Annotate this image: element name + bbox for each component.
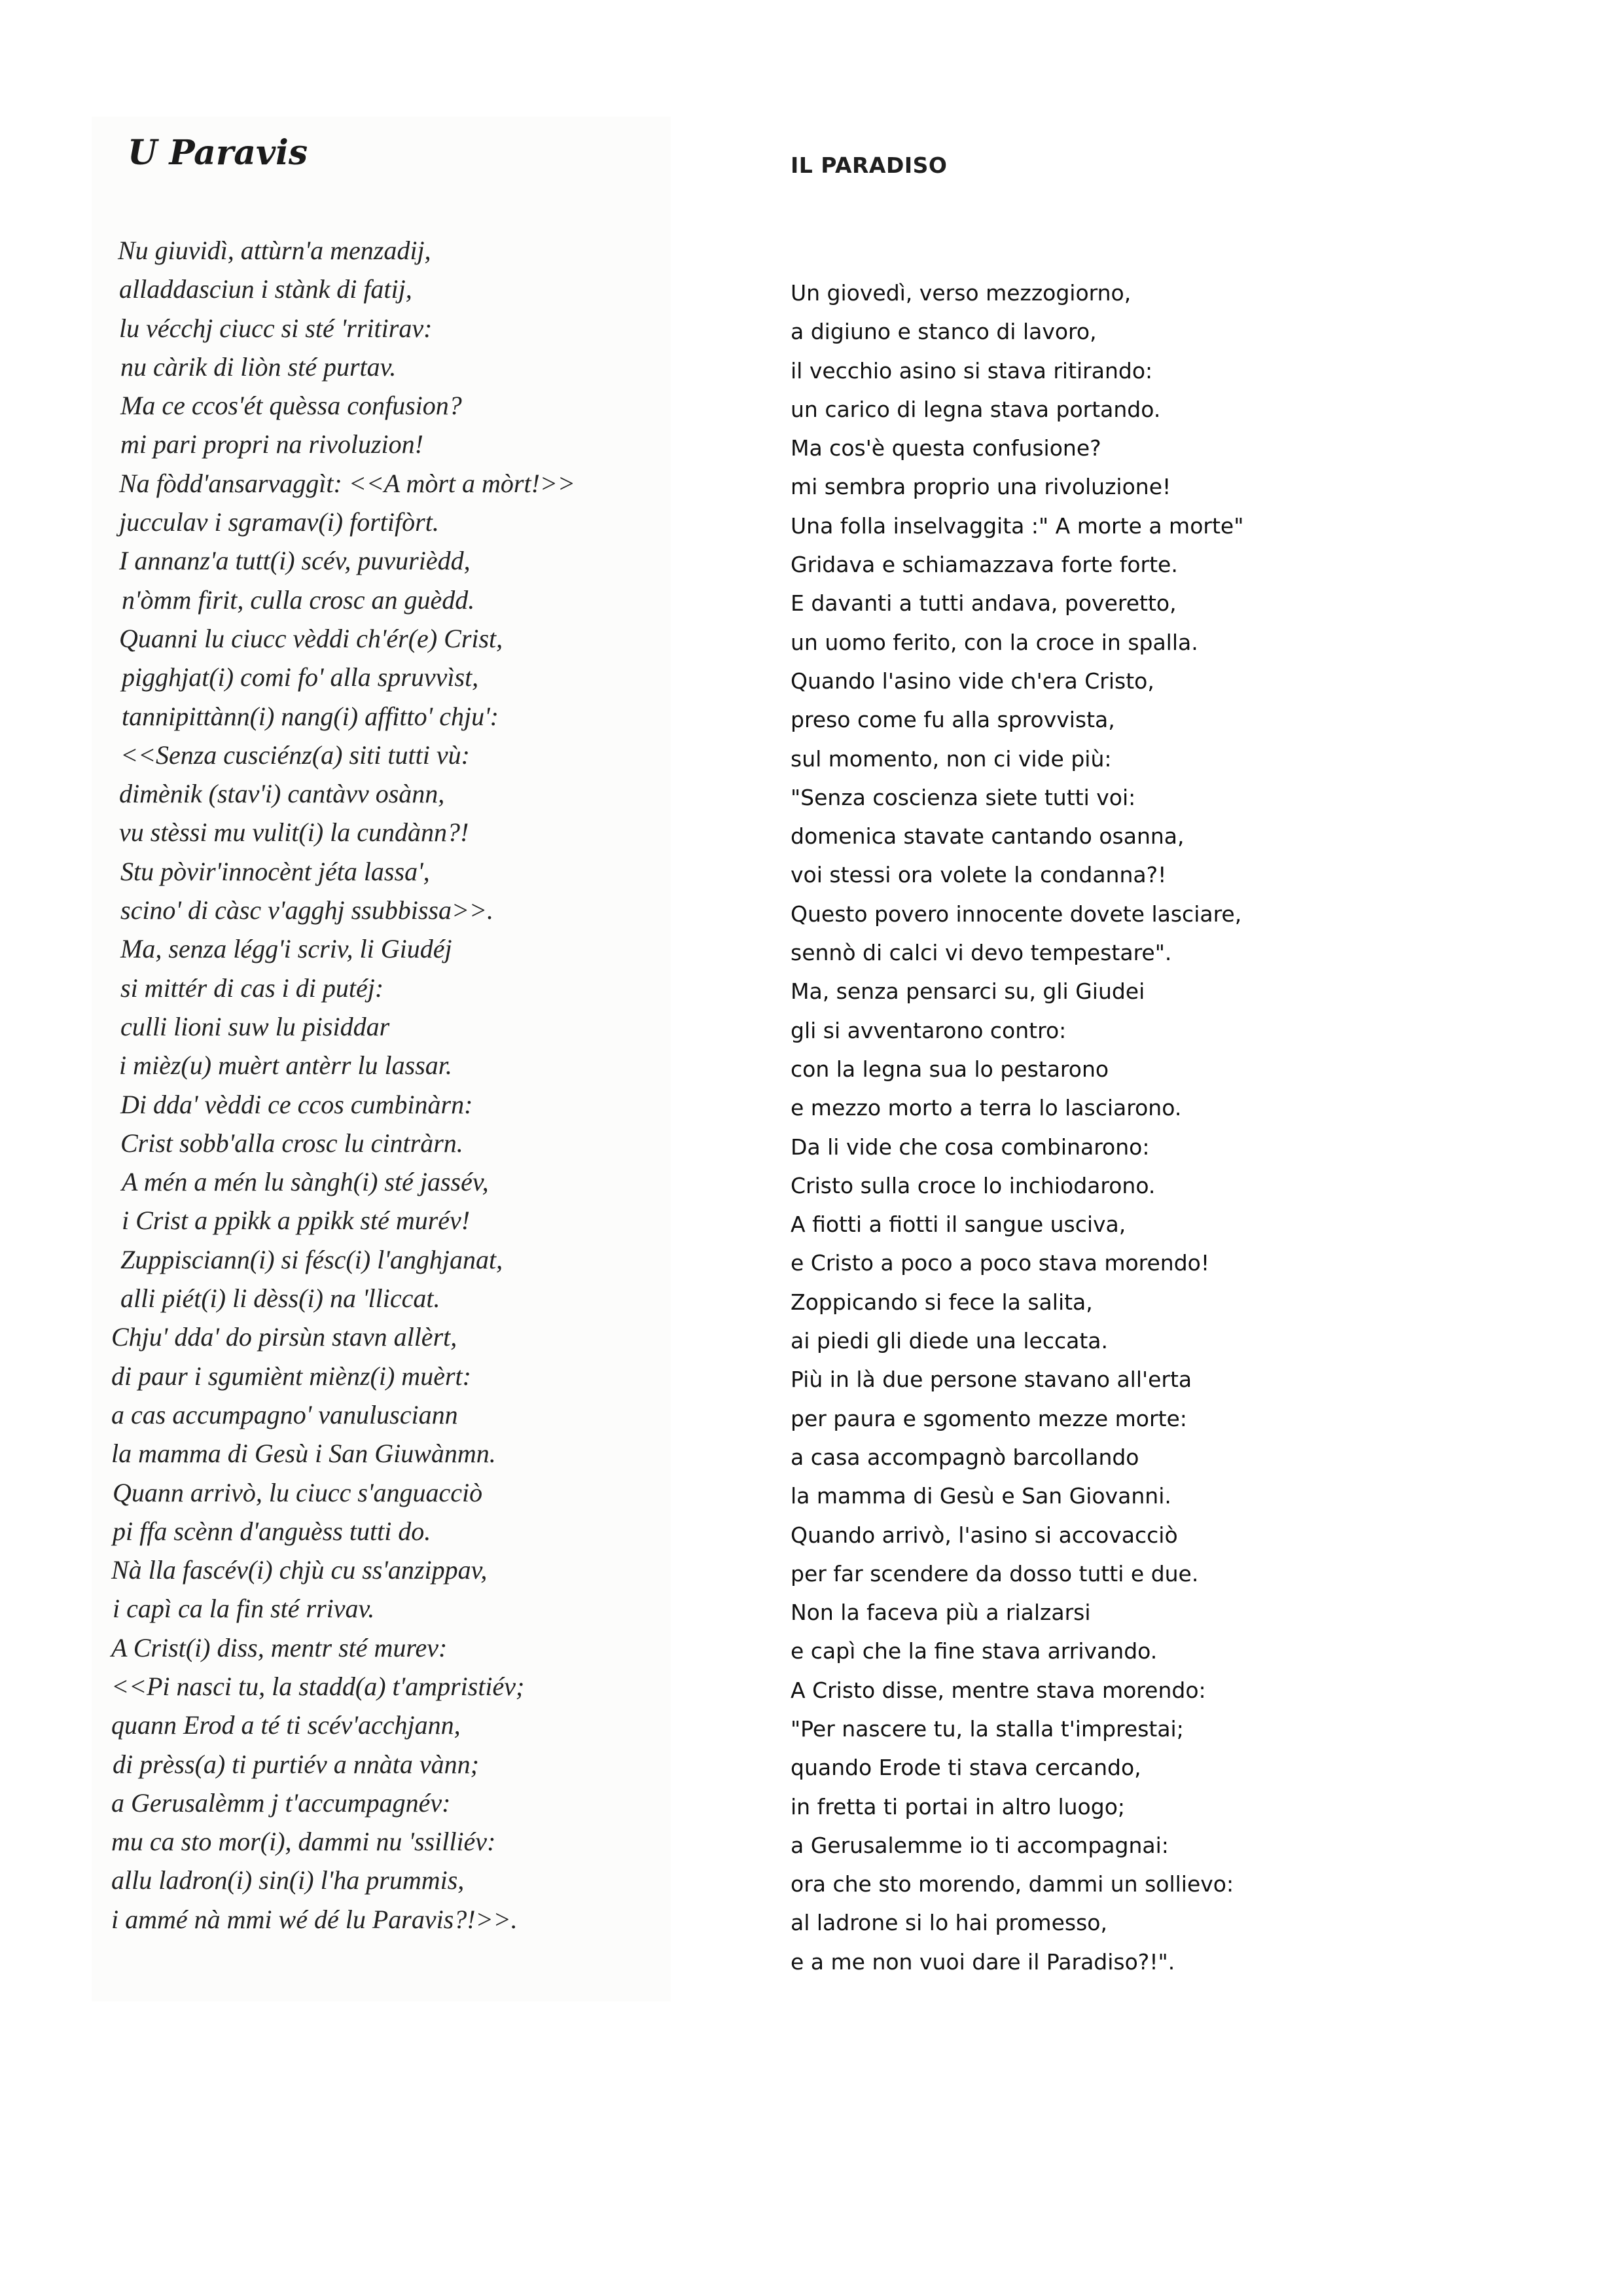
italian-poem-line: E davanti a tutti andava, poveretto, xyxy=(791,590,1177,617)
italian-poem-line: Ma, senza pensarci su, gli Giudei xyxy=(791,978,1145,1005)
dialect-poem-line: A mén a mén lu sàngh(i) sté jassév, xyxy=(122,1167,489,1197)
dialect-poem-line: Ma ce ccos'ét quèssa confusion? xyxy=(120,391,462,421)
dialect-poem-line: culli lioni suw lu pisiddar xyxy=(120,1011,390,1041)
italian-poem-title: IL PARADISO xyxy=(791,152,948,178)
dialect-poem-line: Nà lla fascév(i) chjù cu ss'anzippav, xyxy=(111,1555,488,1585)
italian-poem-line: Ma cos'è questa confusione? xyxy=(791,435,1101,461)
italian-poem-line: in fretta ti portai in altro luogo; xyxy=(791,1793,1126,1820)
italian-poem-line: a Gerusalemme io ti accompagnai: xyxy=(791,1832,1169,1858)
dialect-poem-line: mi pari propri na rivoluzion! xyxy=(120,429,423,459)
italian-poem-line: Una folla inselvaggita :" A morte a morte" xyxy=(791,512,1244,539)
dialect-poem-line: si mittér di cas i di putéj: xyxy=(120,973,384,1003)
dialect-poem-line: la mamma di Gesù i San Giuwànmn. xyxy=(111,1439,496,1469)
italian-poem-line: gli si avventarono contro: xyxy=(791,1017,1067,1043)
italian-poem-line: A Cristo disse, mentre stava morendo: xyxy=(791,1677,1206,1703)
dialect-poem xyxy=(98,231,661,1939)
italian-poem-line: a casa accompagnò barcollando xyxy=(791,1444,1139,1470)
italian-poem-line: per paura e sgomento mezze morte: xyxy=(791,1405,1187,1431)
dialect-poem-line: Chju' dda' do pirsùn stavn allèrt, xyxy=(111,1322,457,1352)
dialect-poem-line: i Crist a ppikk a ppikk sté murév! xyxy=(122,1206,471,1236)
dialect-poem-line: A Crist(i) diss, mentr sté murev: xyxy=(111,1632,448,1662)
dialect-poem-title: U Paravis xyxy=(128,133,308,173)
dialect-poem-line: Nu giuvidì, attùrn'a menzadij, xyxy=(118,236,431,265)
italian-poem-line: ai piedi gli diede una leccata. xyxy=(791,1328,1109,1354)
dialect-poem-line: di prèss(a) ti purtiév a nnàta vànn; xyxy=(113,1749,479,1779)
italian-poem-line: mi sembra proprio una rivoluzione! xyxy=(791,474,1171,500)
dialect-poem-line: alli piét(i) li dèss(i) na 'lliccat. xyxy=(120,1283,440,1314)
italian-poem-line: Cristo sulla croce lo inchiodarono. xyxy=(791,1172,1156,1198)
italian-poem-line: Gridava e schiamazzava forte forte. xyxy=(791,552,1178,578)
italian-poem-line: A fiotti a fiotti il sangue usciva, xyxy=(791,1211,1126,1238)
italian-poem-line: Zoppicando si fece la salita, xyxy=(791,1289,1093,1315)
italian-poem-line: sul momento, non ci vide più: xyxy=(791,745,1112,772)
italian-poem-line: Quando l'asino vide ch'era Cristo, xyxy=(791,668,1154,694)
dialect-poem-line: quann Erod a té ti scév'acchjann, xyxy=(111,1710,461,1740)
italian-poem-line: un uomo ferito, con la croce in spalla. xyxy=(791,629,1198,655)
dialect-poem-line: Na fòdd'ansarvaggìt: <<A mòrt a mòrt!>> xyxy=(119,468,575,498)
italian-poem-line: il vecchio asino si stava ritirando: xyxy=(791,357,1153,384)
dialect-poem-line: Crist sobb'alla crosc lu cintràrn. xyxy=(120,1128,463,1158)
italian-poem-line: domenica stavate cantando osanna, xyxy=(791,823,1185,850)
dialect-poem-line: i ammé nà mmi wé dé lu Paravis?!>>. xyxy=(111,1904,518,1934)
dialect-poem-line: Zuppisciann(i) si fésc(i) l'anghjanat, xyxy=(120,1244,503,1274)
dialect-poem-line: Ma, senza légg'i scriv, li Giudéj xyxy=(120,934,452,964)
dialect-poem-line: dimènik (stav'i) cantàvv osànn, xyxy=(119,779,445,809)
dialect-poem-line: Quanni lu ciucc vèddi ch'ér(e) Crist, xyxy=(119,623,503,653)
dialect-poem-line: <<Pi nasci tu, la stadd(a) t'ampristiév; xyxy=(111,1671,525,1701)
dialect-poem-line: Stu pòvir'innocènt jéta lassa', xyxy=(120,856,430,886)
dialect-poem-line: i mièz(u) muèrt antèrr lu lassar. xyxy=(119,1050,452,1081)
dialect-poem-line: Di dda' vèddi ce ccos cumbinàrn: xyxy=(120,1089,473,1119)
italian-poem-line: e capì che la fine stava arrivando. xyxy=(791,1638,1158,1664)
dialect-poem-line: scino' di càsc v'agghj ssubbissa>>. xyxy=(120,895,493,925)
italian-poem-line: Questo povero innocente dovete lasciare, xyxy=(791,901,1242,927)
dialect-poem-line: Quann arrivò, lu ciucc s'anguacciò xyxy=(113,1477,483,1507)
dialect-poem-line: lu vécchj ciucc si sté 'rritirav: xyxy=(119,313,433,343)
dialect-poem-line: pi ffa scènn d'anguèss tutti do. xyxy=(113,1516,431,1546)
italian-poem-line: e Cristo a poco a poco stava morendo! xyxy=(791,1250,1210,1276)
dialect-poem-line: allu ladron(i) sin(i) l'ha prummis, xyxy=(111,1865,465,1895)
italian-poem-line: "Senza coscienza siete tutti voi: xyxy=(791,784,1136,810)
dialect-poem-line: i capì ca la fin sté rrivav. xyxy=(113,1594,375,1624)
italian-poem-line: al ladrone si lo hai promesso, xyxy=(791,1910,1107,1936)
italian-poem-line: Da li vide che cosa combinarono: xyxy=(791,1134,1150,1160)
dialect-poem-line: alladdasciun i stànk di fatij, xyxy=(119,274,412,304)
italian-poem-line: sennò di calci vi devo tempestare". xyxy=(791,940,1172,966)
dialect-poem-line: di paur i sgumiènt miènz(i) muèrt: xyxy=(111,1361,471,1391)
dialect-poem-line: jucculav i sgramav(i) fortifòrt. xyxy=(119,507,439,537)
italian-poem-line: ora che sto morendo, dammi un sollievo: xyxy=(791,1871,1234,1897)
italian-poem-line: Non la faceva più a rialzarsi xyxy=(791,1600,1091,1626)
dialect-poem-line: I annanz'a tutt(i) scév, puvurièdd, xyxy=(119,546,471,576)
italian-poem-line: voi stessi ora volete la condanna?! xyxy=(791,862,1167,888)
italian-poem-line: e a me non vuoi dare il Paradiso?!". xyxy=(791,1948,1175,1975)
italian-poem-line: a digiuno e stanco di lavoro, xyxy=(791,319,1097,345)
dialect-poem-line: nu càrik di liòn sté purtav. xyxy=(120,351,397,382)
italian-poem-line: Quando arrivò, l'asino si accovacciò xyxy=(791,1522,1178,1548)
italian-poem-line: un carico di legna stava portando. xyxy=(791,396,1161,422)
italian-poem-line: "Per nascere tu, la stalla t'imprestai; xyxy=(791,1715,1184,1742)
dialect-poem-line: pigghjat(i) comi fo' alla spruvvìst, xyxy=(122,662,479,692)
italian-poem xyxy=(791,274,1543,1981)
italian-poem-line: con la legna sua lo pestarono xyxy=(791,1056,1109,1082)
italian-poem-line: Un giovedì, verso mezzogiorno, xyxy=(791,280,1132,306)
italian-poem-line: la mamma di Gesù e San Giovanni. xyxy=(791,1483,1171,1509)
italian-poem-line: preso come fu alla sprovvista, xyxy=(791,707,1115,733)
italian-poem-line: e mezzo morto a terra lo lasciarono. xyxy=(791,1095,1182,1121)
italian-poem-line: per far scendere da dosso tutti e due. xyxy=(791,1560,1199,1587)
dialect-poem-line: a cas accumpagno' vanulusciann xyxy=(111,1399,458,1429)
dialect-poem-line: vu stèssi mu vulit(i) la cundànn?! xyxy=(119,817,469,848)
italian-poem-line: quando Erode ti stava cercando, xyxy=(791,1755,1141,1781)
dialect-poem-line: tannipittànn(i) nang(i) affitto' chju': xyxy=(122,701,499,731)
dialect-poem-line: mu ca sto mor(i), dammi nu 'ssilliév: xyxy=(111,1827,496,1857)
dialect-poem-line: n'òmm firit, culla crosc an guèdd. xyxy=(122,584,475,615)
dialect-poem-line: <<Senza cusciénz(a) siti tutti vù: xyxy=(120,740,470,770)
italian-poem-line: Più in là due persone stavano all'erta xyxy=(791,1367,1192,1393)
dialect-poem-line: a Gerusalèmm j t'accumpagnév: xyxy=(111,1787,451,1818)
